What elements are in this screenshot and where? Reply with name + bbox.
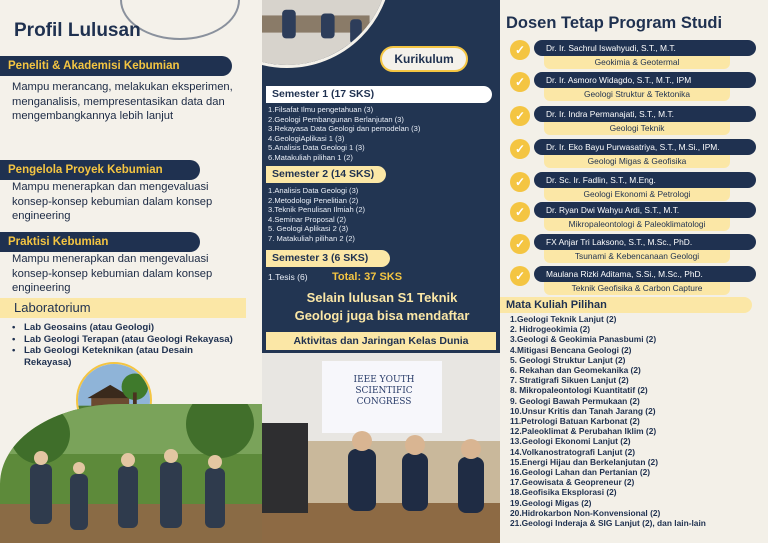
laboratorium-title: Laboratorium: [0, 298, 246, 318]
kurikulum-label: Kurikulum: [394, 52, 454, 66]
lecturer-card: [508, 234, 762, 264]
lecturer-field: Geologi Migas & Geofisika: [544, 155, 730, 168]
lecturer-name: FX Anjar Tri Laksono, S.T., M.Sc., PhD.: [534, 234, 756, 250]
profil-lulusan-title: Profil Lulusan: [14, 20, 141, 41]
elective-item: 20.Hidrokarbon Non-Konvensional (2): [510, 507, 661, 518]
lab-list: [12, 322, 242, 368]
course-item: 5.Analisis Data Geologi 1 (3): [268, 143, 365, 153]
course-item: 4.GeologiAplikasi 1 (3): [268, 133, 345, 143]
lecturer-card: [508, 139, 762, 169]
check-icon: ✓: [510, 266, 530, 286]
elective-item: 4.Mitigasi Bencana Geologi (2): [510, 344, 632, 355]
elective-item: 15.Energi Hijau dan Berkelanjutan (2): [510, 456, 658, 467]
lecturer-name: Dr. Ir. Indra Permanajati, S.T., M.T.: [534, 106, 756, 122]
elective-item: 9. Geologi Bawah Permukaan (2): [510, 395, 640, 406]
continue-text: Selain lulusan S1 Teknik Geologi juga bisa mendaftar: [294, 290, 470, 323]
elective-item: 17.Geowisata & Geopreneur (2): [510, 477, 635, 488]
check-icon: ✓: [510, 40, 530, 60]
semester-2-title: Semester 2 (14 SKS): [266, 166, 386, 183]
course-item: 1.Analisis Data Geologi (3): [268, 186, 359, 195]
fieldwork-photo: [0, 404, 262, 543]
elective-item: 13.Geologi Ekonomi Lanjut (2): [510, 436, 631, 447]
dosen-title: Dosen Tetap Program Studi: [506, 14, 723, 32]
check-icon: ✓: [510, 202, 530, 222]
course-item: 2.Metodologi Penelitian (2): [268, 195, 359, 205]
elective-item: 11.Petrologi Batuan Karbonat (2): [510, 416, 640, 427]
lecturer-name: Dr. Ir. Eko Bayu Purwasatriya, S.T., M.Si., IPM.: [534, 139, 756, 155]
elective-item: 6. Rekahan dan Geomekanika (2): [510, 365, 641, 376]
electives-title: Mata Kuliah Pilihan: [500, 297, 752, 313]
left-panel: [0, 0, 262, 543]
check-icon: ✓: [510, 106, 530, 126]
course-item: 1.Filsafat Ilmu pengetahuan (3): [268, 105, 374, 114]
curriculum-panel: [262, 0, 500, 543]
elective-item: 16.Geologi Lahan dan Pertanian (2): [510, 467, 651, 478]
profile-text-3: Mampu menerapkan dan mengevaluasi konsep-konsep kebumian dalam konsep engineering: [12, 253, 213, 294]
lab-item: • Lab Geologi Keteknikan (atau Desain Rekayasa): [12, 345, 242, 368]
lecturer-card: [508, 106, 762, 136]
elective-item: 3.Geologi & Geokimia Panasbumi (2): [510, 334, 657, 345]
semester-3-courses: [268, 273, 308, 283]
lecturer-field: Geologi Teknik: [544, 122, 730, 135]
check-icon: ✓: [510, 139, 530, 159]
congress-banner-text: IEEE YOUTH SCIENTIFIC CONGRESS: [353, 375, 415, 407]
lecturer-field: Geologi Struktur & Tektonika: [544, 88, 730, 101]
course-item: 3.Rekayasa Data Geologi dan pemodelan (3): [268, 124, 421, 134]
profile-heading-3: Praktisi Kebumian: [0, 232, 200, 252]
lecturer-field: Tsunami & Kebencanaan Geologi: [544, 250, 730, 263]
elective-item: 5. Geologi Struktur Lanjut (2): [510, 354, 626, 365]
lecturer-field: Teknik Geofisika & Carbon Capture: [544, 282, 730, 295]
lecturer-name: Dr. Sc. Ir. Fadlin, S.T., M.Eng.: [534, 172, 756, 188]
check-icon: ✓: [510, 72, 530, 92]
elective-item: 10.Unsur Kritis dan Tanah Jarang (2): [510, 405, 656, 416]
lecturer-panel: [500, 0, 768, 543]
course-item: 1.Tesis (6): [268, 272, 308, 282]
profile-text-2: Mampu menerapkan dan mengevaluasi konsep-konsep kebumian dalam konsep engineering: [12, 181, 213, 222]
elective-item: 8. Mikropaleontologi Kuantitatif (2): [510, 385, 648, 396]
lecturer-card: [508, 172, 762, 202]
lab-item: • Lab Geologi Terapan (atau Geologi Rekayasa): [12, 334, 242, 346]
elective-item: 1.Geologi Teknik Lanjut (2): [510, 314, 617, 324]
course-item: 3.Teknik Penulisan Ilmiah (2): [268, 205, 366, 215]
check-icon: ✓: [510, 234, 530, 254]
elective-item: 14.Volkanostratografi Lanjut (2): [510, 446, 636, 457]
lecturer-name: Dr. Ir. Sachrul Iswahyudi, S.T., M.T.: [534, 40, 756, 56]
elective-item: 12.Paleoklimat & Perubahan Iklim (2): [510, 426, 657, 437]
elective-item: 2. Hidrogeokimia (2): [510, 324, 591, 335]
lecturer-card: [508, 266, 762, 296]
elective-item: 18.Geofisika Eksplorasi (2): [510, 487, 617, 498]
elective-item: 7. Stratigrafi Sikuen Lanjut (2): [510, 375, 629, 386]
electives-list: [510, 314, 706, 528]
lecturer-field: Geologi Ekonomi & Petrologi: [544, 188, 730, 201]
course-item: 6.Matakuliah pilihan 1 (2): [268, 152, 353, 162]
lecturer-card: [508, 202, 762, 232]
lecturer-name: Dr. Ryan Dwi Wahyu Ardi, S.T., M.T.: [534, 202, 756, 218]
course-item: 2.Geologi Pembangunan Berlanjutan (3): [268, 114, 404, 124]
semester-2-courses: [268, 186, 365, 244]
elective-item: 21.Geologi Inderaja & SIG Lanjut (2), dan lain-lain: [510, 518, 706, 529]
congress-photo: [262, 353, 500, 543]
total-sks: Total: 37 SKS: [332, 271, 403, 283]
kurikulum-badge: [380, 46, 468, 72]
semester-3-title: Semester 3 (6 SKS): [266, 250, 390, 267]
semester-1-title: Semester 1 (17 SKS): [266, 86, 492, 103]
lecturer-name: Maulana Rizki Aditama, S.Si., M.Sc., PhD.: [534, 266, 756, 282]
lab-item: • Lab Geosains (atau Geologi): [12, 322, 242, 334]
course-item: 4.Seminar Proposal (2): [268, 214, 347, 224]
lecturer-card: [508, 40, 762, 70]
lecturer-field: Mikropaleontologi & Paleoklimatologi: [544, 218, 730, 231]
semester-1-courses: [268, 105, 420, 163]
lab-photo: [262, 0, 392, 68]
course-item: 5. Geologi Aplikasi 2 (3): [268, 224, 349, 234]
check-icon: ✓: [510, 172, 530, 192]
elective-item: 19.Geologi Migas (2): [510, 497, 592, 508]
course-item: 7. Matakuliah pilihan 2 (2): [268, 233, 355, 243]
lecturer-field: Geokimia & Geotermal: [544, 56, 730, 69]
lecturer-card: [508, 72, 762, 102]
profile-heading-1: Peneliti & Akademisi Kebumian: [0, 56, 232, 76]
profile-text-1: Mampu merancang, melakukan eksperimen, menganalisis, mempresentasikan data dan mengembangkannya lebih lanjut: [12, 81, 233, 122]
lecturer-name: Dr. Ir. Asmoro Widagdo, S.T., M.T., IPM: [534, 72, 756, 88]
activities-label: Aktivitas dan Jaringan Kelas Dunia: [266, 332, 496, 350]
profile-heading-2: Pengelola Proyek Kebumian: [0, 160, 200, 180]
